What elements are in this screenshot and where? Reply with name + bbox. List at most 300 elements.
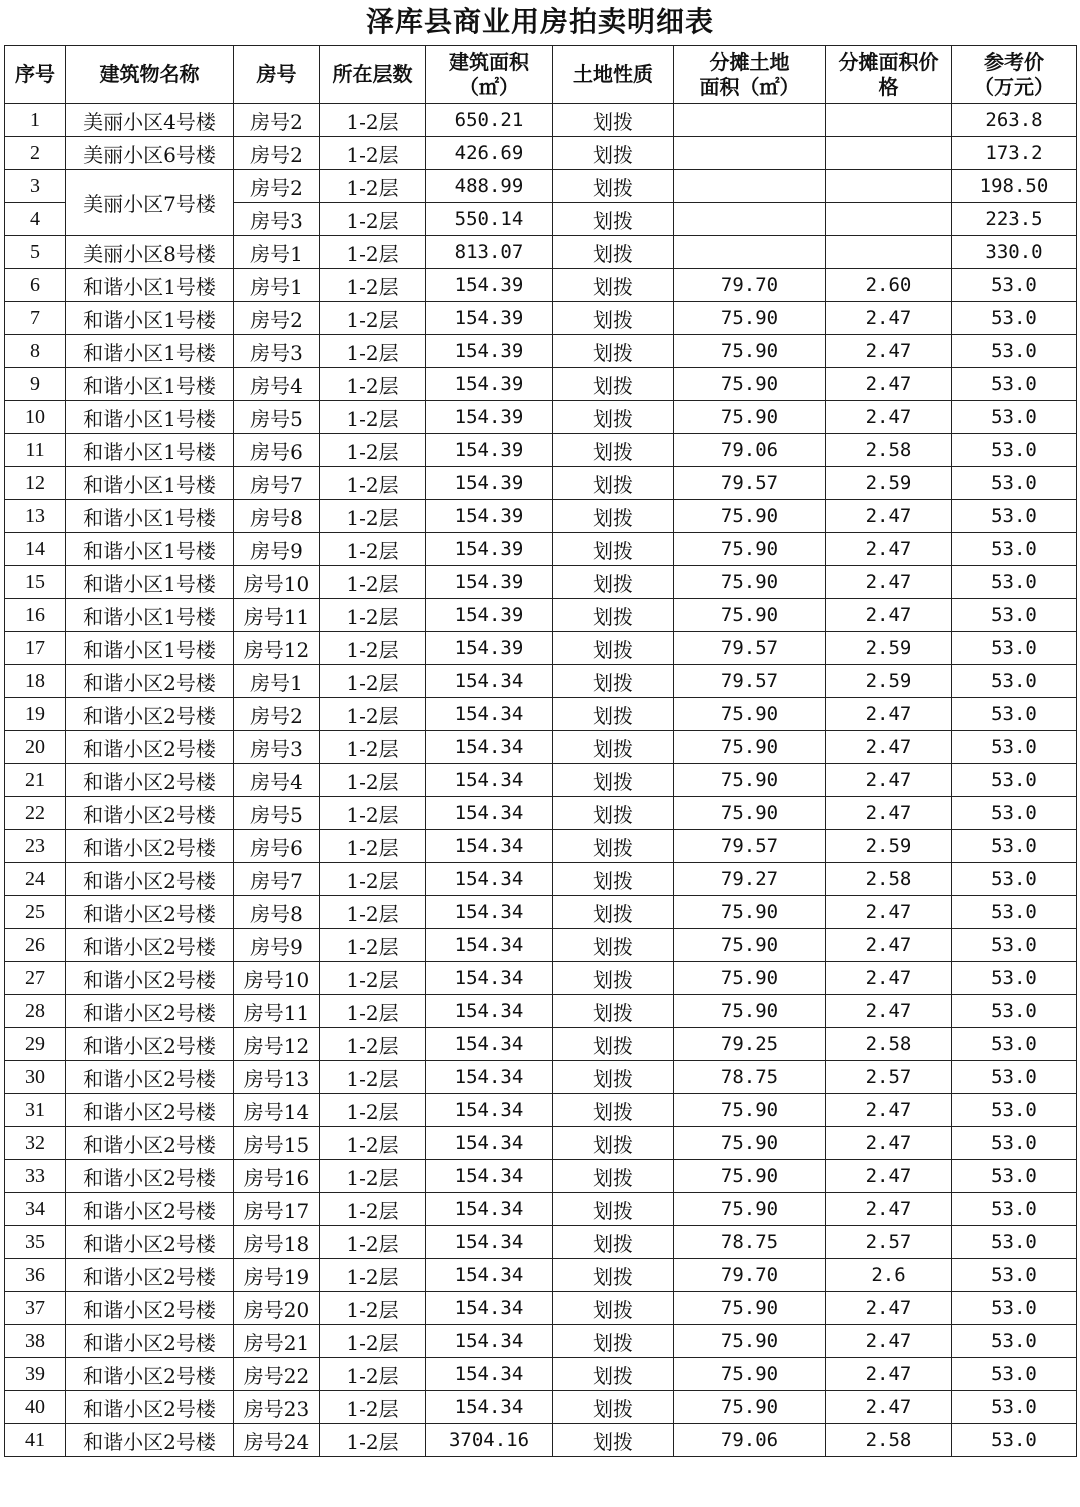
cell-floor: 1-2层 [320, 1325, 426, 1358]
cell-floor: 1-2层 [320, 1226, 426, 1259]
cell-shared-land-area: 75.90 [674, 1292, 826, 1325]
cell-land-type: 划拨 [553, 1028, 674, 1061]
cell-land-type: 划拨 [553, 368, 674, 401]
cell-building-area: 154.34 [426, 962, 553, 995]
cell-seq: 9 [5, 368, 66, 401]
cell-shared-area-price: 2.47 [826, 1160, 952, 1193]
table-row [5, 137, 1077, 170]
cell-land-type: 划拨 [553, 533, 674, 566]
cell-shared-area-price: 2.47 [826, 1094, 952, 1127]
cell-room-number: 房号23 [234, 1391, 320, 1424]
cell-building-area: 426.69 [426, 137, 553, 170]
cell-floor: 1-2层 [320, 995, 426, 1028]
cell-shared-area-price [826, 203, 952, 236]
cell-room-number: 房号4 [234, 368, 320, 401]
cell-seq: 28 [5, 995, 66, 1028]
cell-seq: 25 [5, 896, 66, 929]
table-row [5, 1292, 1077, 1325]
cell-reference-price: 53.0 [952, 830, 1077, 863]
cell-room-number: 房号11 [234, 995, 320, 1028]
cell-shared-area-price: 2.47 [826, 533, 952, 566]
cell-floor: 1-2层 [320, 368, 426, 401]
cell-room-number: 房号3 [234, 335, 320, 368]
cell-reference-price: 53.0 [952, 896, 1077, 929]
header-shared-area-price [826, 46, 952, 104]
cell-land-type: 划拨 [553, 830, 674, 863]
cell-floor: 1-2层 [320, 137, 426, 170]
cell-building-name: 和谐小区2号楼 [66, 995, 234, 1028]
cell-shared-land-area: 75.90 [674, 764, 826, 797]
cell-shared-area-price: 2.47 [826, 599, 952, 632]
cell-reference-price: 330.0 [952, 236, 1077, 269]
cell-floor: 1-2层 [320, 929, 426, 962]
cell-room-number: 房号20 [234, 1292, 320, 1325]
cell-floor: 1-2层 [320, 467, 426, 500]
cell-shared-land-area: 75.90 [674, 302, 826, 335]
cell-reference-price: 53.0 [952, 1028, 1077, 1061]
cell-building-name: 和谐小区1号楼 [66, 368, 234, 401]
cell-shared-area-price: 2.59 [826, 632, 952, 665]
cell-building-name: 和谐小区1号楼 [66, 599, 234, 632]
cell-shared-land-area: 75.90 [674, 1391, 826, 1424]
cell-shared-area-price [826, 104, 952, 137]
cell-building-area: 154.34 [426, 764, 553, 797]
header-floor: 所在层数 [320, 46, 426, 104]
table-row [5, 764, 1077, 797]
cell-reference-price: 53.0 [952, 632, 1077, 665]
cell-reference-price: 53.0 [952, 1160, 1077, 1193]
cell-floor: 1-2层 [320, 302, 426, 335]
cell-land-type: 划拨 [553, 863, 674, 896]
table-row [5, 566, 1077, 599]
cell-shared-area-price: 2.47 [826, 698, 952, 731]
cell-shared-area-price: 2.47 [826, 368, 952, 401]
cell-building-area: 154.39 [426, 467, 553, 500]
cell-floor: 1-2层 [320, 731, 426, 764]
cell-shared-area-price: 2.58 [826, 1424, 952, 1457]
cell-room-number: 房号12 [234, 1028, 320, 1061]
cell-floor: 1-2层 [320, 962, 426, 995]
cell-building-name: 和谐小区2号楼 [66, 929, 234, 962]
cell-shared-area-price [826, 137, 952, 170]
cell-shared-area-price: 2.47 [826, 335, 952, 368]
table-row [5, 1028, 1077, 1061]
header-land-type: 土地性质 [553, 46, 674, 104]
cell-room-number: 房号24 [234, 1424, 320, 1457]
cell-building-area: 154.34 [426, 1292, 553, 1325]
cell-shared-area-price: 2.47 [826, 302, 952, 335]
cell-reference-price: 53.0 [952, 1061, 1077, 1094]
cell-seq: 1 [5, 104, 66, 137]
cell-room-number: 房号7 [234, 467, 320, 500]
header-shared-land-area-line1: 分摊土地 [709, 49, 790, 74]
table-row [5, 467, 1077, 500]
cell-land-type: 划拨 [553, 764, 674, 797]
cell-building-name: 和谐小区2号楼 [66, 731, 234, 764]
cell-building-area: 154.39 [426, 335, 553, 368]
cell-land-type: 划拨 [553, 1061, 674, 1094]
cell-floor: 1-2层 [320, 698, 426, 731]
cell-land-type: 划拨 [553, 698, 674, 731]
cell-reference-price: 53.0 [952, 533, 1077, 566]
cell-building-area: 154.39 [426, 599, 553, 632]
cell-reference-price: 53.0 [952, 1226, 1077, 1259]
cell-shared-land-area: 79.70 [674, 1259, 826, 1292]
cell-room-number: 房号1 [234, 236, 320, 269]
cell-shared-land-area: 79.06 [674, 434, 826, 467]
cell-room-number: 房号8 [234, 896, 320, 929]
cell-floor: 1-2层 [320, 830, 426, 863]
cell-seq: 7 [5, 302, 66, 335]
cell-floor: 1-2层 [320, 401, 426, 434]
cell-land-type: 划拨 [553, 236, 674, 269]
table-row [5, 962, 1077, 995]
table-row [5, 335, 1077, 368]
cell-reference-price: 173.2 [952, 137, 1077, 170]
cell-floor: 1-2层 [320, 170, 426, 203]
cell-shared-area-price: 2.47 [826, 1358, 952, 1391]
cell-building-area: 488.99 [426, 170, 553, 203]
cell-land-type: 划拨 [553, 1094, 674, 1127]
cell-room-number: 房号9 [234, 929, 320, 962]
table-row [5, 104, 1077, 137]
cell-land-type: 划拨 [553, 401, 674, 434]
cell-land-type: 划拨 [553, 896, 674, 929]
cell-shared-area-price: 2.59 [826, 467, 952, 500]
cell-shared-land-area: 75.90 [674, 335, 826, 368]
cell-building-area: 154.34 [426, 863, 553, 896]
cell-floor: 1-2层 [320, 599, 426, 632]
page-title: 泽库县商业用房拍卖明细表 [365, 5, 714, 38]
cell-shared-land-area: 75.90 [674, 1358, 826, 1391]
cell-building-area: 154.34 [426, 1226, 553, 1259]
cell-building-area: 154.39 [426, 533, 553, 566]
cell-seq: 15 [5, 566, 66, 599]
cell-shared-land-area: 75.90 [674, 1193, 826, 1226]
cell-shared-land-area: 75.90 [674, 368, 826, 401]
cell-shared-area-price: 2.47 [826, 764, 952, 797]
cell-shared-land-area: 75.90 [674, 1127, 826, 1160]
cell-room-number: 房号14 [234, 1094, 320, 1127]
table-row [5, 698, 1077, 731]
cell-shared-area-price: 2.58 [826, 1028, 952, 1061]
cell-building-name: 和谐小区2号楼 [66, 1127, 234, 1160]
cell-seq: 30 [5, 1061, 66, 1094]
cell-building-area: 813.07 [426, 236, 553, 269]
cell-land-type: 划拨 [553, 467, 674, 500]
cell-reference-price: 53.0 [952, 599, 1077, 632]
cell-room-number: 房号2 [234, 302, 320, 335]
cell-floor: 1-2层 [320, 1127, 426, 1160]
cell-shared-land-area: 75.90 [674, 731, 826, 764]
cell-room-number: 房号10 [234, 566, 320, 599]
cell-seq: 24 [5, 863, 66, 896]
cell-floor: 1-2层 [320, 104, 426, 137]
cell-building-name: 和谐小区2号楼 [66, 1391, 234, 1424]
cell-building-name: 和谐小区2号楼 [66, 797, 234, 830]
cell-building-name: 和谐小区1号楼 [66, 401, 234, 434]
table-row [5, 401, 1077, 434]
cell-floor: 1-2层 [320, 1358, 426, 1391]
cell-land-type: 划拨 [553, 1127, 674, 1160]
table-row [5, 1226, 1077, 1259]
cell-floor: 1-2层 [320, 566, 426, 599]
header-room-number: 房号 [234, 46, 320, 104]
cell-reference-price: 53.0 [952, 1325, 1077, 1358]
cell-building-name: 美丽小区6号楼 [66, 137, 234, 170]
cell-shared-land-area: 79.57 [674, 632, 826, 665]
cell-shared-land-area: 75.90 [674, 698, 826, 731]
cell-land-type: 划拨 [553, 566, 674, 599]
cell-shared-land-area: 78.75 [674, 1226, 826, 1259]
cell-building-area: 650.21 [426, 104, 553, 137]
cell-land-type: 划拨 [553, 434, 674, 467]
header-building-area-line2: （㎡） [459, 74, 519, 99]
cell-seq: 34 [5, 1193, 66, 1226]
cell-seq: 2 [5, 137, 66, 170]
cell-building-name: 和谐小区2号楼 [66, 764, 234, 797]
cell-floor: 1-2层 [320, 269, 426, 302]
cell-building-area: 154.34 [426, 1259, 553, 1292]
cell-building-area: 154.34 [426, 1028, 553, 1061]
cell-seq: 6 [5, 269, 66, 302]
header-shared-area-price-line1: 分摊面积价 [838, 49, 939, 74]
table-row [5, 1391, 1077, 1424]
table-row [5, 599, 1077, 632]
cell-reference-price: 223.5 [952, 203, 1077, 236]
cell-room-number: 房号12 [234, 632, 320, 665]
header-shared-area-price-line2: 格 [878, 74, 899, 99]
cell-building-name: 和谐小区1号楼 [66, 335, 234, 368]
cell-shared-land-area: 79.25 [674, 1028, 826, 1061]
cell-building-area: 154.34 [426, 665, 553, 698]
cell-land-type: 划拨 [553, 335, 674, 368]
cell-shared-area-price: 2.47 [826, 500, 952, 533]
cell-shared-area-price: 2.47 [826, 929, 952, 962]
cell-shared-area-price: 2.47 [826, 1193, 952, 1226]
cell-building-name: 和谐小区2号楼 [66, 1424, 234, 1457]
cell-shared-area-price: 2.58 [826, 863, 952, 896]
cell-building-name: 和谐小区2号楼 [66, 1358, 234, 1391]
cell-building-area: 3704.16 [426, 1424, 553, 1457]
cell-land-type: 划拨 [553, 1391, 674, 1424]
cell-land-type: 划拨 [553, 302, 674, 335]
cell-floor: 1-2层 [320, 335, 426, 368]
cell-building-name: 美丽小区7号楼 [66, 170, 234, 236]
cell-shared-land-area: 79.27 [674, 863, 826, 896]
cell-reference-price: 53.0 [952, 665, 1077, 698]
cell-shared-land-area [674, 137, 826, 170]
cell-seq: 14 [5, 533, 66, 566]
cell-reference-price: 53.0 [952, 1292, 1077, 1325]
cell-reference-price: 53.0 [952, 302, 1077, 335]
cell-shared-area-price [826, 170, 952, 203]
cell-land-type: 划拨 [553, 995, 674, 1028]
cell-shared-area-price: 2.47 [826, 1325, 952, 1358]
cell-reference-price: 53.0 [952, 764, 1077, 797]
cell-building-area: 154.39 [426, 401, 553, 434]
cell-building-area: 154.34 [426, 1094, 553, 1127]
cell-building-name: 和谐小区2号楼 [66, 1160, 234, 1193]
table-row [5, 1424, 1077, 1457]
cell-floor: 1-2层 [320, 1094, 426, 1127]
cell-land-type: 划拨 [553, 929, 674, 962]
cell-shared-land-area: 75.90 [674, 1325, 826, 1358]
table-row [5, 830, 1077, 863]
cell-building-area: 154.34 [426, 698, 553, 731]
cell-reference-price: 198.50 [952, 170, 1077, 203]
cell-room-number: 房号9 [234, 533, 320, 566]
cell-seq: 21 [5, 764, 66, 797]
cell-seq: 16 [5, 599, 66, 632]
cell-floor: 1-2层 [320, 1391, 426, 1424]
cell-floor: 1-2层 [320, 500, 426, 533]
cell-seq: 3 [5, 170, 66, 203]
cell-reference-price: 53.0 [952, 1193, 1077, 1226]
cell-building-area: 154.34 [426, 830, 553, 863]
header-building-area [426, 46, 553, 104]
table-row [5, 500, 1077, 533]
cell-seq: 11 [5, 434, 66, 467]
cell-seq: 41 [5, 1424, 66, 1457]
cell-land-type: 划拨 [553, 1193, 674, 1226]
cell-shared-area-price: 2.47 [826, 566, 952, 599]
table-row [5, 236, 1077, 269]
cell-shared-area-price: 2.47 [826, 995, 952, 1028]
cell-shared-area-price [826, 236, 952, 269]
cell-seq: 36 [5, 1259, 66, 1292]
cell-shared-land-area: 79.57 [674, 830, 826, 863]
table-row [5, 863, 1077, 896]
cell-reference-price: 53.0 [952, 698, 1077, 731]
header-shared-land-area-line2: 面积（㎡） [699, 74, 800, 99]
cell-shared-land-area: 75.90 [674, 929, 826, 962]
cell-building-area: 154.34 [426, 1160, 553, 1193]
cell-seq: 40 [5, 1391, 66, 1424]
cell-land-type: 划拨 [553, 137, 674, 170]
cell-building-name: 和谐小区2号楼 [66, 1226, 234, 1259]
cell-reference-price: 53.0 [952, 1391, 1077, 1424]
table-row [5, 797, 1077, 830]
cell-floor: 1-2层 [320, 665, 426, 698]
cell-seq: 33 [5, 1160, 66, 1193]
cell-land-type: 划拨 [553, 104, 674, 137]
cell-land-type: 划拨 [553, 1358, 674, 1391]
cell-land-type: 划拨 [553, 632, 674, 665]
cell-floor: 1-2层 [320, 1028, 426, 1061]
cell-room-number: 房号16 [234, 1160, 320, 1193]
cell-room-number: 房号4 [234, 764, 320, 797]
header-reference-price [952, 46, 1077, 104]
header-seq: 序号 [5, 46, 66, 104]
cell-shared-area-price: 2.47 [826, 962, 952, 995]
cell-building-area: 154.34 [426, 797, 553, 830]
cell-building-area: 154.34 [426, 929, 553, 962]
cell-room-number: 房号11 [234, 599, 320, 632]
cell-reference-price: 53.0 [952, 797, 1077, 830]
header-reference-price-line2: （万元） [974, 74, 1054, 99]
cell-building-name: 和谐小区2号楼 [66, 896, 234, 929]
cell-shared-land-area: 79.70 [674, 269, 826, 302]
cell-seq: 35 [5, 1226, 66, 1259]
cell-building-name: 和谐小区2号楼 [66, 1325, 234, 1358]
table-row [5, 170, 1077, 203]
cell-shared-area-price: 2.60 [826, 269, 952, 302]
cell-building-name: 美丽小区4号楼 [66, 104, 234, 137]
cell-shared-area-price: 2.47 [826, 797, 952, 830]
cell-building-name: 和谐小区2号楼 [66, 830, 234, 863]
cell-land-type: 划拨 [553, 599, 674, 632]
header-building-area-line1: 建筑面积 [449, 49, 529, 74]
cell-shared-land-area: 75.90 [674, 1094, 826, 1127]
table-body [5, 104, 1077, 1457]
cell-shared-land-area [674, 104, 826, 137]
cell-room-number: 房号7 [234, 863, 320, 896]
table-row [5, 1094, 1077, 1127]
cell-building-name: 和谐小区2号楼 [66, 1061, 234, 1094]
cell-building-name: 和谐小区1号楼 [66, 269, 234, 302]
cell-seq: 29 [5, 1028, 66, 1061]
cell-floor: 1-2层 [320, 236, 426, 269]
cell-building-area: 154.34 [426, 1061, 553, 1094]
cell-building-area: 154.39 [426, 566, 553, 599]
cell-floor: 1-2层 [320, 434, 426, 467]
cell-building-area: 550.14 [426, 203, 553, 236]
table-row [5, 1127, 1077, 1160]
cell-shared-land-area: 75.90 [674, 896, 826, 929]
cell-building-area: 154.34 [426, 1127, 553, 1160]
cell-shared-land-area: 75.90 [674, 962, 826, 995]
cell-shared-area-price: 2.58 [826, 434, 952, 467]
cell-room-number: 房号15 [234, 1127, 320, 1160]
cell-shared-area-price: 2.47 [826, 401, 952, 434]
cell-room-number: 房号6 [234, 830, 320, 863]
cell-floor: 1-2层 [320, 1424, 426, 1457]
cell-shared-area-price: 2.47 [826, 731, 952, 764]
cell-floor: 1-2层 [320, 203, 426, 236]
cell-seq: 32 [5, 1127, 66, 1160]
cell-reference-price: 53.0 [952, 1358, 1077, 1391]
cell-shared-land-area: 75.90 [674, 533, 826, 566]
cell-shared-area-price: 2.57 [826, 1226, 952, 1259]
cell-reference-price: 53.0 [952, 1127, 1077, 1160]
cell-land-type: 划拨 [553, 962, 674, 995]
cell-room-number: 房号13 [234, 1061, 320, 1094]
cell-reference-price: 53.0 [952, 1094, 1077, 1127]
cell-floor: 1-2层 [320, 632, 426, 665]
cell-seq: 20 [5, 731, 66, 764]
cell-building-name: 和谐小区2号楼 [66, 962, 234, 995]
cell-building-name: 和谐小区2号楼 [66, 863, 234, 896]
auction-detail-table [4, 45, 1077, 1457]
cell-building-name: 和谐小区1号楼 [66, 434, 234, 467]
header-row [5, 46, 1077, 104]
cell-land-type: 划拨 [553, 1424, 674, 1457]
cell-room-number: 房号18 [234, 1226, 320, 1259]
cell-seq: 39 [5, 1358, 66, 1391]
cell-seq: 26 [5, 929, 66, 962]
cell-seq: 13 [5, 500, 66, 533]
cell-floor: 1-2层 [320, 764, 426, 797]
cell-shared-area-price: 2.59 [826, 665, 952, 698]
cell-room-number: 房号2 [234, 170, 320, 203]
cell-floor: 1-2层 [320, 1160, 426, 1193]
cell-land-type: 划拨 [553, 1160, 674, 1193]
cell-shared-land-area: 75.90 [674, 599, 826, 632]
cell-seq: 4 [5, 203, 66, 236]
cell-shared-area-price: 2.6 [826, 1259, 952, 1292]
header-shared-land-area [674, 46, 826, 104]
